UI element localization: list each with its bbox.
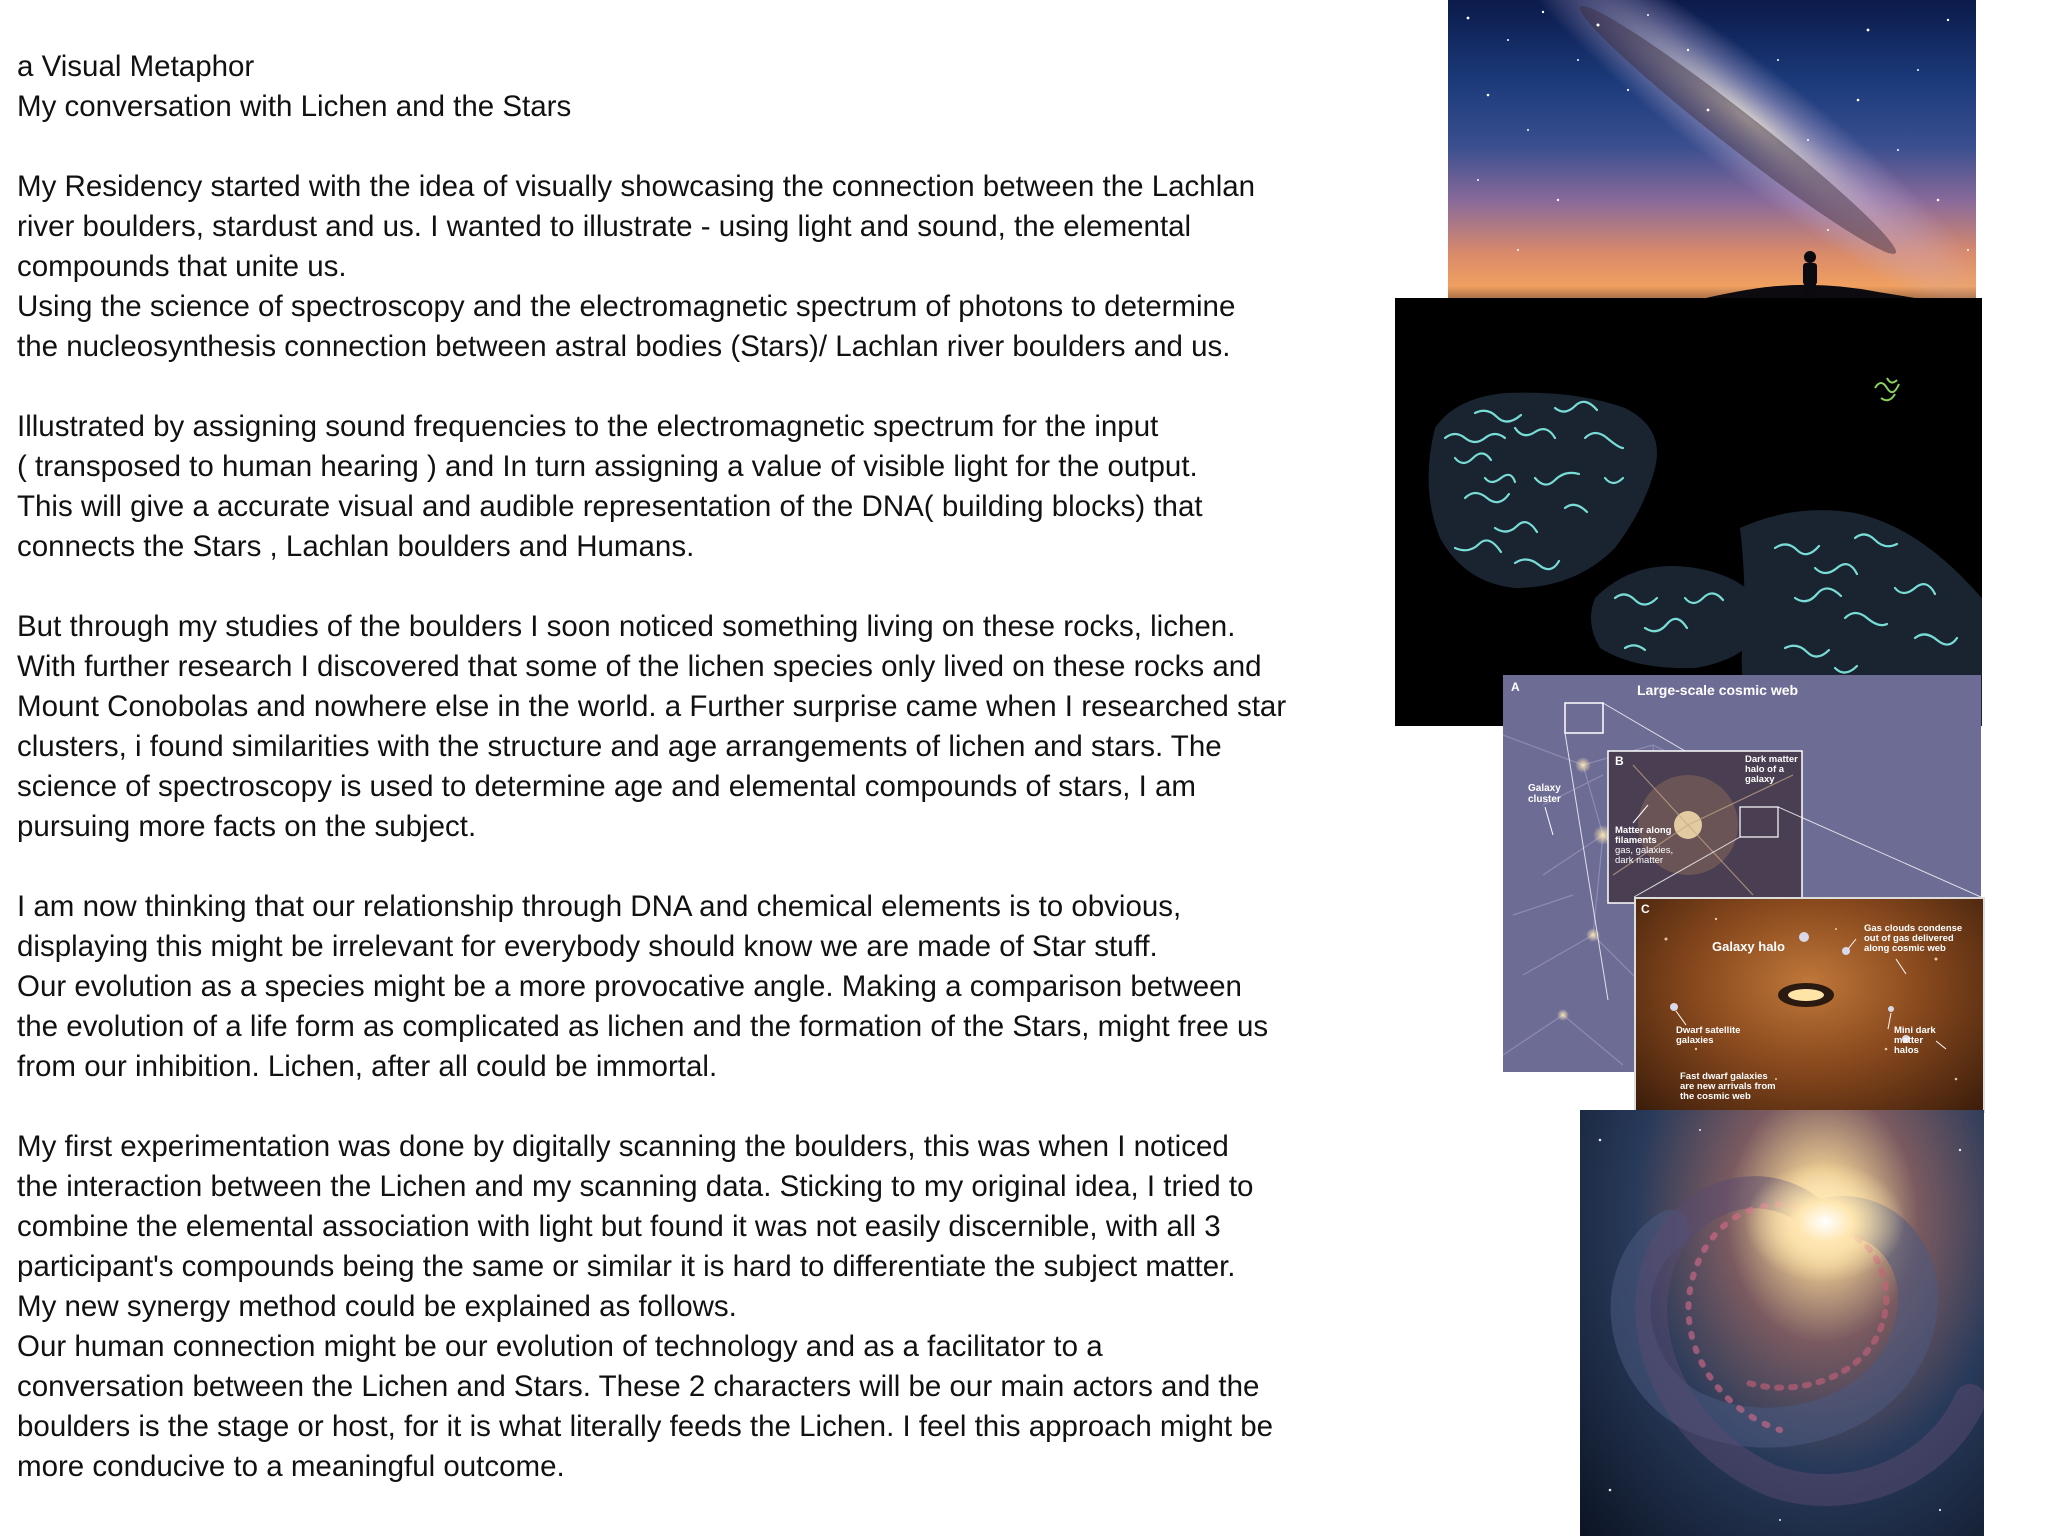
text-line: ( transposed to human hearing ) and In turn assigning a value of visible light for the output. (17, 450, 1198, 483)
text-line: river boulders, stardust and us. I wanted to illustrate - using light and sound, the elemental (17, 210, 1192, 243)
matter-filaments-label: Matter along filaments gas, galaxies, dark matter (1615, 825, 1674, 866)
cosmic-web-title: Large-scale cosmic web (1637, 682, 1799, 698)
galaxy-halo-label: Galaxy halo (1712, 939, 1785, 954)
text-line: compounds that unite us. (17, 250, 347, 283)
doc-subtitle: My conversation with Lichen and the Stars (17, 90, 572, 123)
panel-c-label: C (1641, 902, 1650, 916)
text-line: displaying this might be irrelevant for everybody should know we are made of Star stuff. (17, 930, 1158, 963)
text-line: combine the elemental association with light but found it was not easily discernible, with all 3 (17, 1210, 1221, 1243)
text-line: This will give a accurate visual and audible representation of the DNA( building blocks) that (17, 490, 1203, 523)
text-line: the interaction between the Lichen and my scanning data. Sticking to my original idea, I tried to (17, 1170, 1254, 1203)
text-line: Using the science of spectroscopy and the electromagnetic spectrum of photons to determine (17, 290, 1236, 323)
panel-a-label: A (1511, 680, 1520, 694)
text-line: Illustrated by assigning sound frequencies to the electromagnetic spectrum for the input (17, 410, 1159, 443)
text-line: Our evolution as a species might be a more provocative angle. Making a comparison between (17, 970, 1242, 1003)
paragraph-4 (17, 887, 1387, 1087)
paragraph-2 (17, 407, 1387, 567)
text-line: My Residency started with the idea of visually showcasing the connection between the Lachlan (17, 170, 1256, 203)
panel-b-label: B (1615, 754, 1624, 768)
text-line: Our human connection might be our evolution of technology and as a facilitator to a (17, 1330, 1103, 1363)
document-body (17, 47, 1387, 1487)
text-line: My new synergy method could be explained as follows. (17, 1290, 737, 1323)
fast-dwarf-label: Fast dwarf galaxies are new arrivals from the cosmic web (1680, 1071, 1776, 1102)
text-line: participant's compounds being the same or similar it is hard to differentiate the subject matter. (17, 1250, 1236, 1283)
paragraph-1 (17, 167, 1387, 367)
text-line: conversation between the Lichen and Stars. These 2 characters will be our main actors and the (17, 1370, 1260, 1403)
text-line: connects the Stars , Lachlan boulders and Humans. (17, 530, 695, 563)
paragraph-3 (17, 607, 1387, 847)
text-line: pursuing more facts on the subject. (17, 810, 477, 843)
text-line: more conducive to a meaningful outcome. (17, 1450, 565, 1483)
text-line: Mount Conobolas and nowhere else in the world. a Further surprise came when I researched star (17, 690, 1287, 723)
text-line: the nucleosynthesis connection between astral bodies (Stars)/ Lachlan river boulders and us. (17, 330, 1231, 363)
text-line: the evolution of a life form as complicated as lichen and the formation of the Stars, might free us (17, 1010, 1269, 1043)
spiral-galaxy-photo (1580, 1110, 1984, 1536)
text-line: from our inhibition. Lichen, after all could be immortal. (17, 1050, 718, 1083)
mini-dark-matter-label: Mini dark matter halos (1894, 1025, 1936, 1056)
text-line: boulders is the stage or host, for it is what literally feeds the Lichen. I feel this approach might be (17, 1410, 1274, 1443)
text-line: science of spectroscopy is used to determine age and elemental compounds of stars, I am (17, 770, 1196, 803)
galaxy-halo-panel (1634, 897, 1985, 1113)
text-line: But through my studies of the boulders I soon noticed something living on these rocks, lichen. (17, 610, 1236, 643)
milky-way-photo (1448, 0, 1976, 325)
gas-clouds-label: Gas clouds condense out of gas delivered along cosmic web (1864, 923, 1963, 954)
paragraph-5 (17, 1127, 1387, 1487)
galaxy-cluster-label: Galaxy cluster (1528, 783, 1561, 805)
text-line: With further research I discovered that some of the lichen species only lived on these rocks and (17, 650, 1262, 683)
text-line: My first experimentation was done by digitally scanning the boulders, this was when I noticed (17, 1130, 1229, 1163)
text-line: I am now thinking that our relationship through DNA and chemical elements is to obvious, (17, 890, 1182, 923)
dwarf-satellite-label: Dwarf satellite galaxies (1676, 1025, 1741, 1046)
text-line: clusters, i found similarities with the structure and age arrangements of lichen and stars. The (17, 730, 1222, 763)
dark-matter-halo-label: Dark matter halo of a galaxy (1745, 754, 1798, 785)
doc-title: a Visual Metaphor (17, 50, 255, 83)
panel-b (1608, 751, 1802, 903)
lichen-boulders-photo (1395, 298, 1982, 726)
